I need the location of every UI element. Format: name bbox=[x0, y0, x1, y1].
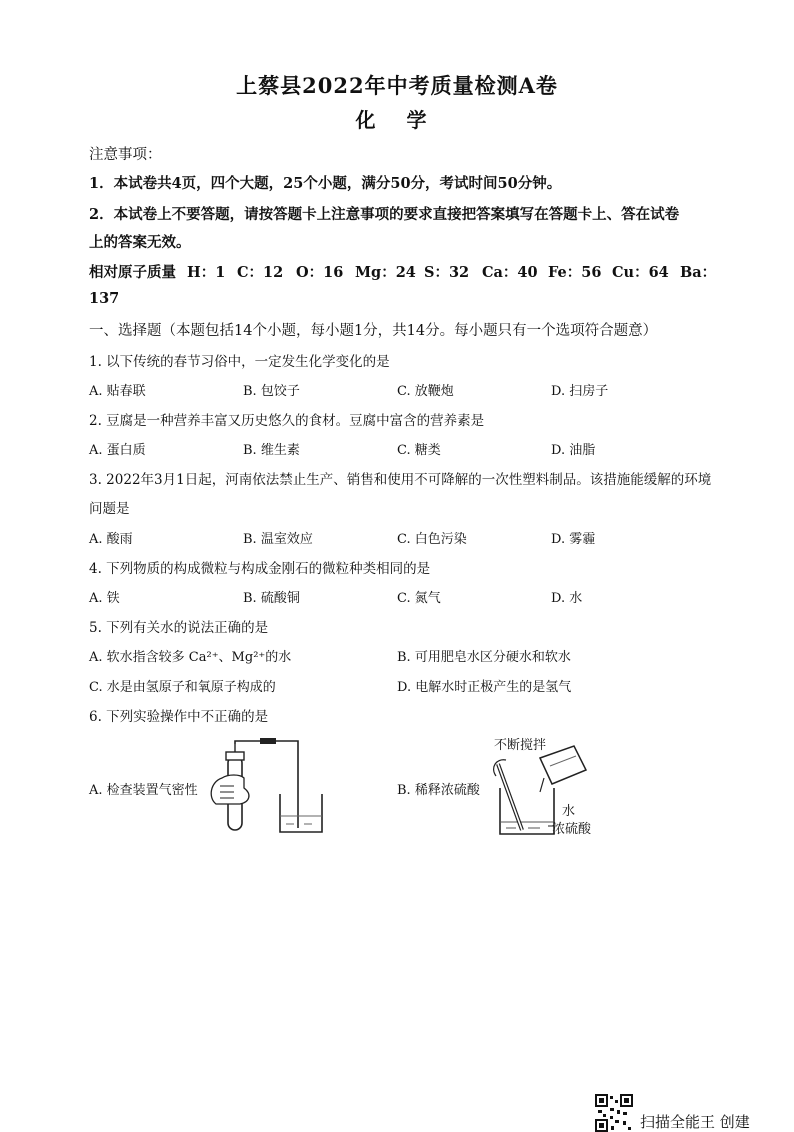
notice-heading: 注意事项： bbox=[89, 147, 162, 163]
question-2-stem: 2. 豆腐是一种营养丰富又历史悠久的食材。豆腐中富含的营养素是 bbox=[89, 413, 485, 429]
footer-brand: 扫描全能王 创建 bbox=[640, 1113, 750, 1131]
airtightness-apparatus-figure bbox=[200, 738, 330, 838]
question-4-option-d: D. 水 bbox=[551, 591, 583, 606]
question-2-option-a: A. 蛋白质 bbox=[89, 443, 146, 458]
atomic-mass-ca: Ca：40 bbox=[482, 264, 538, 281]
question-3-stem-line2: 问题是 bbox=[89, 501, 130, 517]
figure-b-stir-label: 不断搅拌 bbox=[494, 738, 547, 753]
atomic-mass-s: S：32 bbox=[424, 264, 470, 281]
question-1-option-a: A. 贴春联 bbox=[89, 384, 146, 399]
question-4-option-c: C. 氮气 bbox=[397, 591, 441, 606]
atomic-mass-h: H：1 bbox=[187, 264, 226, 281]
question-3-option-d: D. 雾霾 bbox=[551, 532, 596, 547]
question-3-option-a: A. 酸雨 bbox=[89, 532, 133, 547]
question-1-option-d: D. 扫房子 bbox=[551, 384, 609, 399]
question-5-option-a: A. 软水指含较多 Ca²⁺、Mg²⁺的水 bbox=[89, 650, 292, 665]
question-2-option-b: B. 维生素 bbox=[243, 443, 300, 458]
question-2-option-d: D. 油脂 bbox=[551, 443, 596, 458]
question-5-option-d: D. 电解水时正极产生的是氢气 bbox=[397, 680, 572, 695]
question-5-option-b: B. 可用肥皂水区分硬水和软水 bbox=[397, 650, 571, 665]
atomic-mass-fe: Fe：56 bbox=[548, 264, 602, 281]
question-6-option-a: A. 检查装置气密性 bbox=[89, 783, 198, 798]
figure-b-acid-label: 浓硫酸 bbox=[552, 822, 592, 837]
atomic-mass-c: C：12 bbox=[237, 264, 284, 281]
question-1-stem: 1. 以下传统的春节习俗中，一定发生化学变化的是 bbox=[89, 354, 390, 370]
question-5-stem: 5. 下列有关水的说法正确的是 bbox=[89, 620, 269, 636]
question-4-option-b: B. 硫酸铜 bbox=[243, 591, 300, 606]
subject-title: 化 学 bbox=[355, 108, 439, 132]
atomic-mass-mg: Mg：24 bbox=[355, 264, 416, 281]
section-heading: 一、选择题（本题包括14个小题，每小题1分，共14分。每小题只有一个选项符合题意） bbox=[89, 323, 658, 339]
question-4-option-a: A. 铁 bbox=[89, 591, 120, 606]
atomic-mass-o: O：16 bbox=[296, 264, 344, 281]
question-6-option-b: B. 稀释浓硫酸 bbox=[397, 783, 480, 798]
question-3-option-c: C. 白色污染 bbox=[397, 532, 467, 547]
question-6-stem: 6. 下列实验操作中不正确的是 bbox=[89, 709, 269, 725]
question-2-option-c: C. 糖类 bbox=[397, 443, 441, 458]
exam-title: 上蔡县2022年中考质量检测A卷 bbox=[236, 73, 558, 98]
qr-code-icon bbox=[595, 1094, 633, 1132]
atomic-mass-ba-value: 137 bbox=[89, 290, 120, 307]
notice-item-1: 1．本试卷共4页，四个大题，25个小题，满分50分，考试时间50分钟。 bbox=[89, 175, 562, 192]
question-3-stem-line1: 3. 2022年3月1日起，河南依法禁止生产、销售和使用不可降解的一次性塑料制品。该措施能缓解的环境 bbox=[89, 472, 712, 488]
notice-item-2-line2: 上的答案无效。 bbox=[89, 234, 191, 251]
question-1-option-c: C. 放鞭炮 bbox=[397, 384, 454, 399]
question-1-option-b: B. 包饺子 bbox=[243, 384, 300, 399]
atomic-mass-label: 相对原子质量 bbox=[89, 264, 176, 281]
notice-item-2-line1: 2．本试卷上不要答题，请按答题卡上注意事项的要求直接把答案填写在答题卡上、答在试卷 bbox=[89, 206, 680, 223]
question-5-option-c: C. 水是由氢原子和氧原子构成的 bbox=[89, 680, 276, 695]
atomic-mass-ba: Ba： bbox=[680, 264, 717, 281]
question-3-option-b: B. 温室效应 bbox=[243, 532, 313, 547]
question-4-stem: 4. 下列物质的构成微粒与构成金刚石的微粒种类相同的是 bbox=[89, 561, 431, 577]
atomic-mass-cu: Cu：64 bbox=[612, 264, 669, 281]
figure-b-water-label: 水 bbox=[562, 804, 576, 819]
